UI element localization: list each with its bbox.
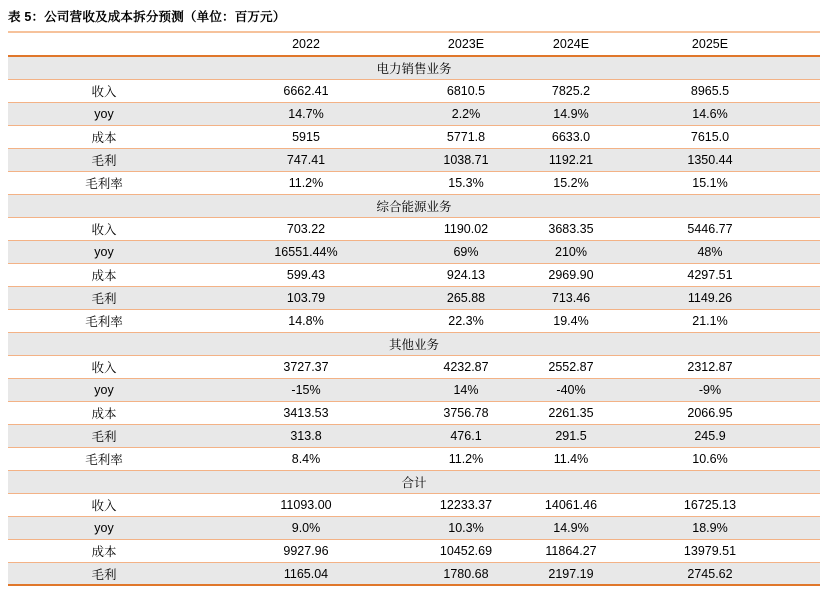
row-label: 毛利 — [91, 292, 117, 306]
cell-value: 11093.00 — [280, 498, 332, 512]
column-header: 2023E — [447, 37, 485, 51]
cell-value: 15.2% — [553, 176, 589, 190]
row-label: 收入 — [91, 499, 117, 513]
cell-value: 15.1% — [692, 176, 728, 190]
cell-value: 11.4% — [553, 452, 589, 466]
row-label: 毛利 — [91, 154, 117, 168]
cell-value: 7825.2 — [551, 84, 591, 98]
column-header: 2024E — [552, 37, 590, 51]
cell-value: 12233.37 — [439, 498, 493, 512]
table-row — [8, 218, 820, 241]
table-row — [8, 172, 820, 195]
row-label: 毛利率 — [85, 453, 123, 467]
cell-value: 924.13 — [446, 268, 486, 282]
table-row — [8, 379, 820, 402]
row-label: 成本 — [91, 407, 117, 421]
row-label: yoy — [94, 245, 114, 259]
cell-value: 6633.0 — [551, 130, 591, 144]
cell-value: 15.3% — [448, 176, 484, 190]
cell-value: 69% — [453, 245, 479, 259]
cell-value: 9927.96 — [283, 544, 329, 558]
row-label: 收入 — [91, 85, 117, 99]
table-title: 表 5：公司营收及成本拆分预测（单位：百万元） — [8, 10, 286, 24]
column-header: 2022 — [292, 37, 320, 51]
cell-value: 18.9% — [692, 521, 728, 535]
cell-value: 11.2% — [448, 452, 484, 466]
forecast-table — [8, 31, 820, 586]
cell-value: 11.2% — [288, 176, 324, 190]
cell-value: 1190.02 — [443, 222, 489, 236]
cell-value: 14.8% — [288, 314, 324, 328]
row-label: 收入 — [91, 361, 117, 375]
column-header: 2025E — [691, 37, 729, 51]
cell-value: 2261.35 — [548, 406, 594, 420]
row-label: yoy — [94, 521, 114, 535]
row-label: 成本 — [91, 269, 117, 283]
cell-value: 10.3% — [448, 521, 484, 535]
cell-value: 11864.27 — [545, 544, 597, 558]
row-label: yoy — [94, 107, 114, 121]
table-row — [8, 103, 820, 126]
row-label: 成本 — [91, 131, 117, 145]
cell-value: 14.9% — [553, 107, 589, 121]
table-row — [8, 494, 820, 517]
cell-value: 2312.87 — [687, 360, 733, 374]
cell-value: 2.2% — [451, 107, 481, 121]
table-row — [8, 425, 820, 448]
cell-value: 2745.62 — [687, 566, 733, 581]
cell-value: 2969.90 — [548, 268, 594, 282]
cell-value: 265.88 — [446, 291, 486, 305]
table-row — [8, 517, 820, 540]
cell-value: -9% — [698, 383, 722, 397]
row-label: 毛利率 — [85, 315, 123, 329]
cell-value: 14% — [453, 383, 479, 397]
cell-value: 6662.41 — [283, 84, 329, 98]
cell-value: 5446.77 — [687, 222, 733, 236]
cell-value: 4297.51 — [687, 268, 733, 282]
cell-value: 747.41 — [286, 153, 326, 167]
cell-value: 3727.37 — [283, 360, 329, 374]
section-header: 其他业务 — [8, 333, 820, 356]
cell-value: 1350.44 — [687, 153, 733, 167]
cell-value: 2066.95 — [687, 406, 733, 420]
cell-value: 6810.5 — [446, 84, 486, 98]
cell-value: 713.46 — [551, 291, 591, 305]
cell-value: -15% — [291, 383, 321, 397]
row-label: 毛利率 — [85, 177, 123, 191]
cell-value: 291.5 — [555, 429, 587, 443]
cell-value: 8965.5 — [690, 84, 730, 98]
table-row — [8, 264, 820, 287]
cell-value: 3683.35 — [548, 222, 594, 236]
cell-value: 1149.26 — [687, 291, 733, 305]
table-row — [8, 149, 820, 172]
cell-value: 313.8 — [290, 429, 322, 443]
cell-value: 245.9 — [694, 429, 726, 443]
row-label: 成本 — [91, 545, 117, 559]
row-label: 毛利 — [91, 567, 117, 582]
section-header: 合计 — [8, 471, 820, 494]
section-header: 电力销售业务 — [8, 57, 820, 80]
row-label: 毛利 — [91, 430, 117, 444]
cell-value: 48% — [697, 245, 723, 259]
cell-value: 1165.04 — [283, 566, 329, 581]
cell-value: 10.6% — [692, 452, 728, 466]
cell-value: 8.4% — [291, 452, 321, 466]
cell-value: 9.0% — [291, 521, 321, 535]
cell-value: 1038.71 — [443, 153, 489, 167]
cell-value: 7615.0 — [690, 130, 730, 144]
cell-value: 21.1% — [692, 314, 728, 328]
table-row — [8, 402, 820, 425]
cell-value: 13979.51 — [683, 544, 737, 558]
cell-value: 703.22 — [286, 222, 326, 236]
table-row — [8, 448, 820, 471]
cell-value: 22.3% — [448, 314, 484, 328]
cell-value: 16725.13 — [683, 498, 737, 512]
cell-value: 476.1 — [450, 429, 482, 443]
cell-value: 4232.87 — [443, 360, 489, 374]
table-row — [8, 287, 820, 310]
table-row — [8, 540, 820, 563]
cell-value: 599.43 — [286, 268, 326, 282]
cell-value: 10452.69 — [439, 544, 493, 558]
table-row — [8, 563, 820, 586]
cell-value: 14.6% — [692, 107, 728, 121]
cell-value: 14.9% — [553, 521, 589, 535]
table-row — [8, 126, 820, 149]
table-header-row — [8, 33, 820, 57]
cell-value: 2197.19 — [548, 566, 594, 581]
cell-value: 3413.53 — [283, 406, 329, 420]
table-row — [8, 80, 820, 103]
cell-value: 2552.87 — [548, 360, 594, 374]
cell-value: -40% — [556, 383, 586, 397]
section-header: 综合能源业务 — [8, 195, 820, 218]
cell-value: 5915 — [292, 130, 320, 144]
cell-value: 3756.78 — [443, 406, 489, 420]
cell-value: 210% — [555, 245, 587, 259]
cell-value: 16551.44% — [274, 245, 338, 259]
cell-value: 14.7% — [288, 107, 324, 121]
cell-value: 1192.21 — [548, 153, 594, 167]
cell-value: 14061.46 — [544, 498, 598, 512]
cell-value: 5771.8 — [446, 130, 486, 144]
row-label: 收入 — [91, 223, 117, 237]
cell-value: 19.4% — [553, 314, 589, 328]
row-label: yoy — [94, 383, 114, 397]
cell-value: 103.79 — [286, 291, 326, 305]
table-row — [8, 241, 820, 264]
table-row — [8, 356, 820, 379]
table-row — [8, 310, 820, 333]
cell-value: 1780.68 — [443, 566, 489, 581]
